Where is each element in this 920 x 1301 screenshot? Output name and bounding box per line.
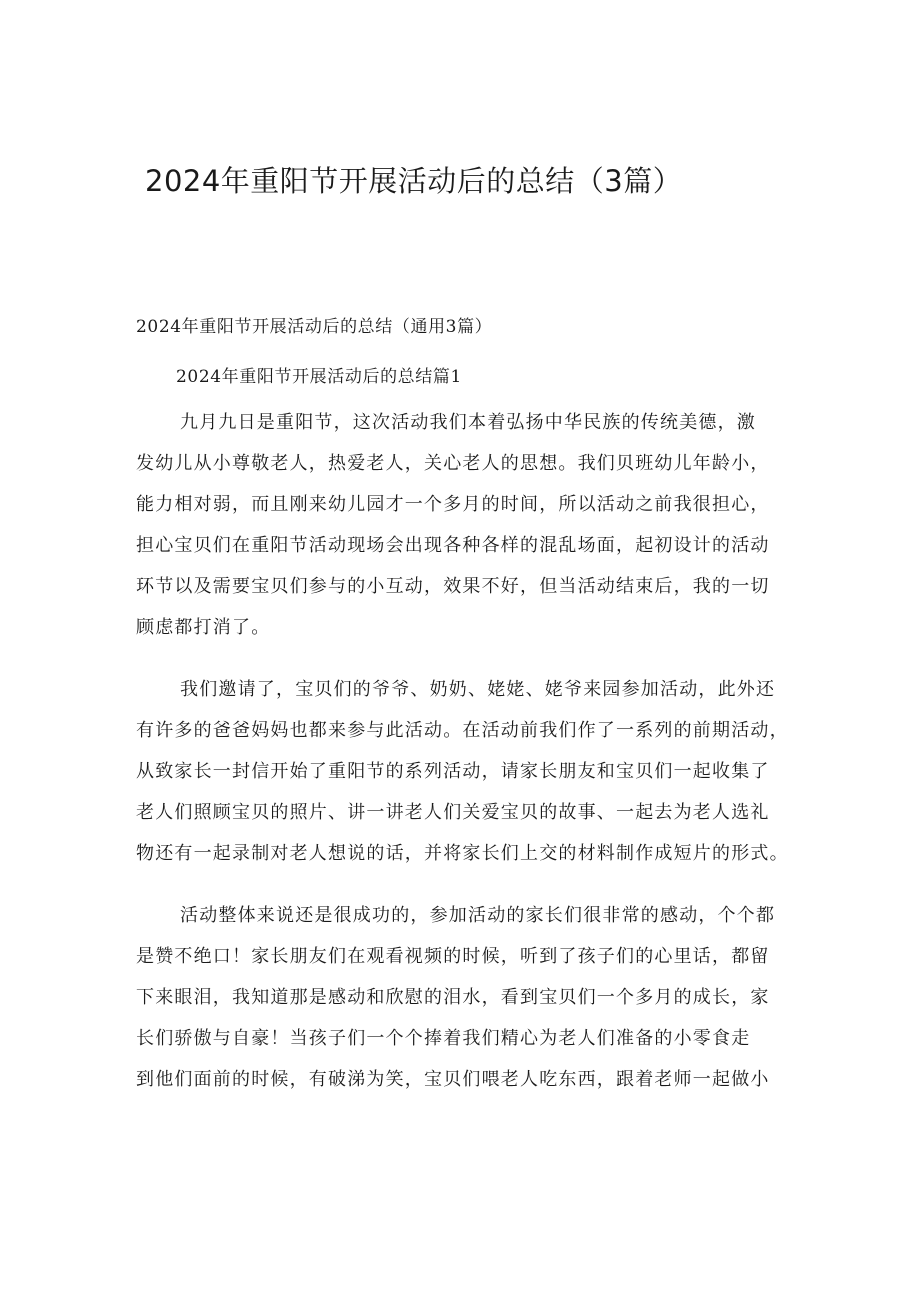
paragraph-line: 长们骄傲与自豪！当孩子们一个个捧着我们精心为老人们准备的小零食走 xyxy=(136,1028,751,1049)
paragraph-line: 到他们面前的时候，有破涕为笑，宝贝们喂老人吃东西，跟着老师一起做小 xyxy=(136,1069,770,1090)
paragraph-line: 活动整体来说还是很成功的，参加活动的家长们很非常的感动，个个都 xyxy=(180,905,776,926)
document-body xyxy=(136,402,796,1121)
paragraph-line: 担心宝贝们在重阳节活动现场会出现各种各样的混乱场面，起初设计的活动 xyxy=(136,535,770,556)
paragraph-3 xyxy=(136,895,796,1100)
paragraph-2 xyxy=(136,669,796,874)
paragraph-line: 有许多的爸爸妈妈也都来参与此活动。在活动前我们作了一系列的前期活动， xyxy=(136,720,789,741)
paragraph-line: 是赞不绝口！家长朋友们在观看视频的时候，听到了孩子们的心里话，都留 xyxy=(136,946,770,967)
paragraph-line: 能力相对弱，而且刚来幼儿园才一个多月的时间，所以活动之前我很担心， xyxy=(136,494,770,515)
paragraph-1 xyxy=(136,402,796,648)
paragraph-line: 顾虑都打消了。 xyxy=(136,617,271,638)
paragraph-line: 从致家长一封信开始了重阳节的系列活动，请家长朋友和宝贝们一起收集了 xyxy=(136,761,770,782)
paragraph-line: 九月九日是重阳节，这次活动我们本着弘扬中华民族的传统美德，激 xyxy=(180,412,756,433)
document-subtitle: 2024年重阳节开展活动后的总结（通用3篇） xyxy=(136,317,493,337)
paragraph-line: 老人们照顾宝贝的照片、讲一讲老人们关爱宝贝的故事、一起去为老人选礼 xyxy=(136,802,770,823)
section-heading: 2024年重阳节开展活动后的总结篇1 xyxy=(176,367,462,387)
paragraph-line: 发幼儿从小尊敬老人，热爱老人，关心老人的思想。我们贝班幼儿年龄小， xyxy=(136,453,770,474)
paragraph-line: 我们邀请了，宝贝们的爷爷、奶奶、姥姥、姥爷来园参加活动，此外还 xyxy=(180,679,776,700)
paragraph-line: 物还有一起录制对老人想说的话，并将家长们上交的材料制作成短片的形式。 xyxy=(136,843,789,864)
paragraph-line: 下来眼泪，我知道那是感动和欣慰的泪水，看到宝贝们一个多月的成长，家 xyxy=(136,987,770,1008)
paragraph-line: 环节以及需要宝贝们参与的小互动，效果不好，但当活动结束后，我的一切 xyxy=(136,576,770,597)
document-title: 2024年重阳节开展活动后的总结（3篇） xyxy=(145,164,683,198)
